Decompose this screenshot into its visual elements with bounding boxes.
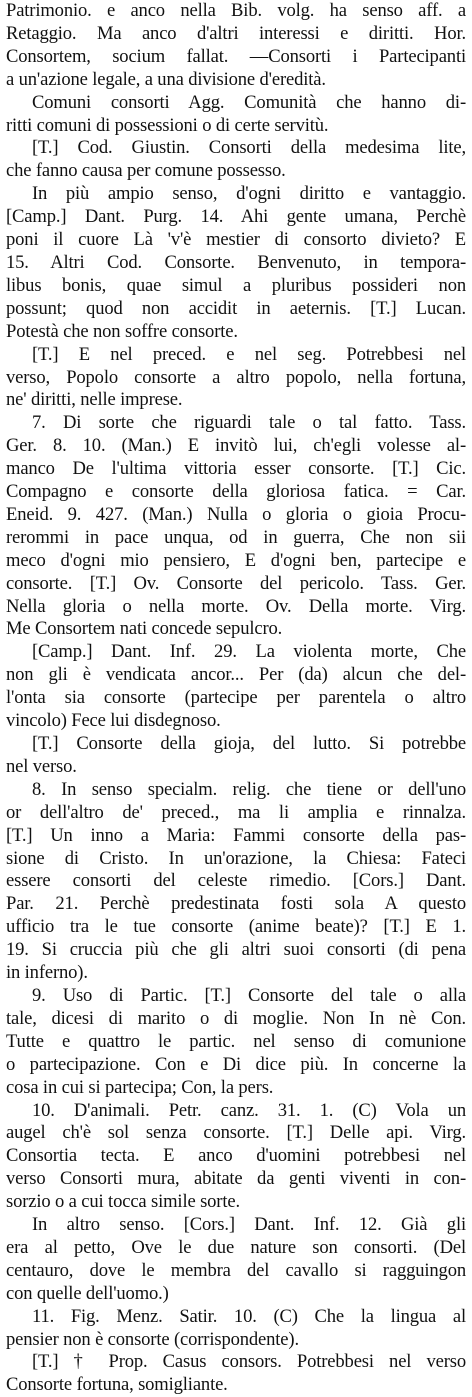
text-line: essere consorti del celeste rimedio. [Cors.] Dant. [6,870,466,892]
text-line: manco De l'ultima vittoria esser consorte. [T.] Cic. [6,458,466,480]
text-line: [T.] Un inno a Maria: Fammi consorte della pas- [6,824,466,846]
text-line: vincolo) Fece lui disdegnoso. [6,710,221,732]
text-line: In altro senso. [Cors.] Dant. Inf. 12. Già gli [32,1214,466,1236]
text-line: 15. Altri Cod. Consorte. Benvenuto, in temporа- [6,251,466,273]
text-line: Me Consortem nati concede sepulcro. [6,618,283,640]
text-line: verso, Popolo consorte a altro popolo, nella fortuna, [6,366,466,388]
text-line: era al petto, Ove le due nature son consorti. (Del [6,1236,466,1258]
text-line: 10. D'animali. Petr. canz. 31. 1. (C) Vola un [32,1099,466,1121]
text-line: ne' diritti, nelle imprese. [6,389,183,411]
text-line: tale, dicesi di marito o di moglie. Non In nè Con. [6,1007,466,1029]
text-line: Ger. 8. 10. (Man.) E invitò lui, ch'egli volesse al- [6,435,466,457]
text-line: Consortem, socium fallat. —Consorti i Partecipanti [6,45,466,67]
text-line: [T.] † Prop. Casus consors. Potrebbesi nel verso [32,1351,466,1373]
text-line: ritti comuni di possessioni o di certe servitù. [6,114,329,136]
text-line: Tutte e quattro le partic. nel senso di comunione [6,1030,466,1052]
text-line: Consorte fortuna, somigliante. [6,1374,228,1396]
text-line: [T.] Consorte della gioja, del lutto. Si potrebbe [32,733,466,754]
text-line: In più ampio senso, d'ogni diritto e vantaggio. [32,183,466,205]
text-line: Consortia tecta. E anco d'uomini potrebbesi nel [6,1145,466,1167]
text-line: rerommi in pace unqua, od in guerra, Che non sii [6,526,466,548]
text-line: pensier non è consorte (corrispondente). [6,1328,299,1350]
text-line: Eneid. 9. 427. (Man.) Nulla o gloria o gioia Procu- [6,503,466,525]
text-line: che fanno causa per comune possesso. [6,160,286,182]
text-line: or dell'altro de' preced., ma li amplia e rinnalza. [6,801,466,823]
text-line: non gli è vendicata ancor... Per (da) alcun che del- [6,664,466,686]
text-line: Compagno e consorte della gloriosa fatica. = Car. [6,481,466,503]
text-line: ufficio tra le tue consorte (anime beate)? [T.] E 1. [6,916,466,938]
text-line: sorzio o a cui tocca simile sorte. [6,1191,240,1213]
text-line: o partecipazione. Con e Di dice più. In concerne la [6,1053,466,1075]
text-line: meco d'ogni mio pensiero, E d'ogni ben, partecipe e [6,549,466,571]
text-line: libus bonis, quae simul a pluribus possideri non [6,274,466,296]
text-line: in inferno). [6,962,88,984]
text-line: 19. Si cruccia più che gli altri suoi consorti (di pena [6,939,466,961]
text-line: Potestà che non soffre consorte. [6,320,238,342]
text-line: 11. Fig. Menz. Satir. 10. (C) Che la lingua al [32,1305,466,1327]
text-line: 7. Di sorte che riguardi tale o tal fatto. Tass. [32,412,466,434]
text-line: con quelle dell'uomo.) [6,1282,169,1304]
text-line: 8. In senso specialm. relig. che tiene or dell'uno [32,778,466,800]
text-line: [T.] E nel preced. e nel seg. Potrebbesi nel [32,343,466,365]
text-line: [Camp.] Dant. Purg. 14. Ahi gente umana, Perchè [6,206,466,228]
text-line: [T.] Cod. Giustin. Consorti della medesima lite, [32,137,466,159]
text-line: nel verso. [6,755,77,777]
text-line: Retaggio. Ma anco d'altri interessi e diritti. Hor. [6,22,466,44]
text-line: poni il cuore Là 'v'è mestier di consorto divieto? E [6,229,466,251]
text-line: verso Consorti mura, abitate da genti viventi in con- [6,1168,466,1190]
text-line: a un'azione legale, a una divisione d'eredità. [6,68,326,90]
text-line: Par. 21. Perchè predestinata fosti sola A questo [6,893,466,915]
text-line: Comuni consorti Agg. Comunità che hanno di- [32,91,466,113]
text-line: l'onta sia consorte (partecipe per parentela o altro [6,687,466,709]
text-line: centauro, dove le membra del cavallo si ragguingon [6,1259,466,1281]
text-line: cosa in cui si partecipa; Con, la pers. [6,1076,274,1098]
text-line: sione di Cristo. In un'orazione, la Chiesa: Fateci [6,847,466,869]
text-line: Patrimonio. e anco nella Bib. volg. ha senso aff. a [6,0,466,21]
text-line: Nella gloria o nella morte. Ov. Della morte. Virg. [6,595,466,617]
text-line: 9. Uso di Partic. [T.] Consorte del tale o alla [32,984,466,1006]
text-line: possunt; quod non accidit in aeternis. [T.] Lucan. [6,297,466,319]
text-column [6,0,466,1397]
text-line: augel ch'è sol senza consorte. [T.] Delle api. Virg. [6,1122,466,1144]
text-line: [Camp.] Dant. Inf. 29. La violenta morte, Che [32,641,466,663]
text-line: consorte. [T.] Ov. Consorte del pericolo. Tass. Ger. [6,572,466,594]
